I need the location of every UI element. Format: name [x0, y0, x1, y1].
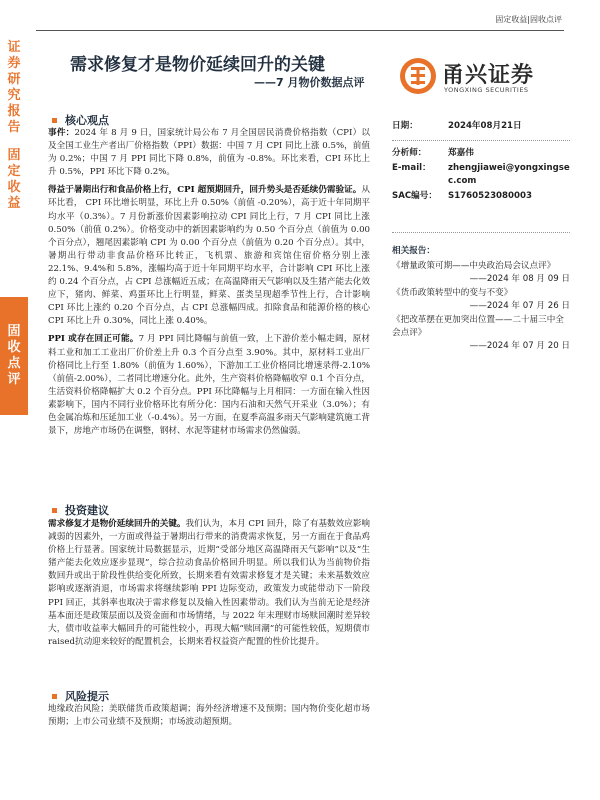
sidebar-label-category: 固定收益 [7, 148, 21, 211]
invest-body [48, 518, 370, 649]
risk-body [48, 703, 370, 729]
related-report-item[interactable]: 《增量政策可期——中央政治局会议点评》 ——2024 年 08 月 09 日 [392, 261, 570, 284]
paragraph: PPI 或存在回正可能。7 月 PPI 同比降幅与前值一致，上下游价差小幅走阔，原材料工业和加工工业出厂价价差上升 0.3 个百分点至 3.90%。其中，原材料工业出厂价格同比上行至 1.80%（前值为 1.60%），下游加工工业价格同比增速录得-2.10%（前值-2.00%），二者同比增速分化。此外，生产资料价格降幅收窄 0.1 个百分点，生活资料价格降幅扩大 0.2 个百分点。PPI 环比降幅与上月相同：一方面在输入性因素影响下，国内不同行业价格环比有所分化：国内石油和天然气开采业（3.0%）；有色金属冶炼和压延加工业（-0.4%）。另一方面，在夏季高温多雨天气影响建筑施工背景下，房地产市场仍在调整，钢材、水泥等建材市场需求仍然偏弱。 [48, 334, 371, 437]
info-email: E-mail： zhengjiawei@yongxingsec.com [392, 163, 570, 186]
page-title: 需求修复才是物价延续回升的关键 [70, 55, 325, 75]
section-heading-invest: 投资建议 [52, 502, 109, 518]
info-divider [392, 140, 570, 141]
paragraph: 地缘政治风险；美联储货币政策超调；海外经济增速不及预期；国内物价变化超市场预期；上市公司业绩不及预期；市场波动超预期。 [48, 704, 370, 728]
info-date: 日期： 2024年08月21日 [392, 121, 522, 131]
report-info [392, 120, 570, 203]
info-analyst: 分析师： 郑嘉伟 [392, 148, 474, 158]
company-logo [398, 56, 568, 104]
section-bullet-icon [52, 508, 57, 513]
page-subtitle: ——7 月物价数据点评 [254, 76, 365, 89]
related-report-item[interactable]: 《把改革摆在更加突出位置——二十届三中全会点评》 ——2024 年 07 月 20 日 [392, 315, 570, 351]
logo-mark-icon [398, 56, 438, 96]
section-bullet-icon [52, 118, 57, 123]
info-divider [392, 232, 570, 233]
header-divider [36, 30, 564, 31]
header-tag: 固定收益|固收点评 [495, 15, 562, 24]
info-sac: SAC编号： S1760523080003 [392, 191, 532, 201]
logo-text-cn: 甬兴证券 [442, 63, 535, 88]
paragraph: 需求修复才是物价延续回升的关键。我们认为，本月 CPI 回升，除了有基数效应影响减弱的因素外，一方面或得益于暑期出行带来的消费需求恢复，另一方面在于食品鸡价格上行显著。国家统计局数据显示，近期“受部分地区高温降雨天气影响”以及“生猪产能去化效应逐步显现”，综合拉动食品价格回升明显。所以我们认为当前物价指数回升或出于阶段性供给变化所致，长期来看有效需求修复才是关键；未来基数效应影响或逐渐消退，市场需求将继续影响 PPI 边际变动，政策发力或能带动下一阶段 PPI 回正，其斜率也取决于需求修复以及输入性因素带动。我们认为当前无论是经济基本面还是政策层面以及资金面和市场情绪，与 2022 年末理财市场赎回潮时差异较大，债市收益率大幅回升的可能性较小，再现大幅“赎回潮”的可能性较低，短期债市raised抗动迎来较好的配置机会，长期来看权益资产配置的性价比提升。 [48, 519, 371, 647]
section-bullet-icon [52, 694, 57, 699]
sidebar-tab [0, 297, 28, 415]
section-heading-risk: 风险提示 [52, 688, 109, 704]
related-reports [392, 245, 570, 354]
sidebar-labels [0, 40, 28, 240]
logo-text-en: YONGXING SECURITIES [444, 86, 529, 94]
sidebar-tab-label: 固收点评 [7, 324, 21, 387]
paragraph: 事件：2024 年 8 月 9 日，国家统计局公布 7 月全国居民消费价格指数（CPI）以及全国工业生产者出厂价格指数（PPI）数据：中国 7 月 CPI 同比上涨 0.5%，前值为 0.2%；中国 7 月 PPI 同比下降 0.8%，前值为 -0.8%。环比来看，CPI 环比上升 0.5%，PPI 环比下降 0.2%。 [48, 128, 370, 178]
sidebar-label-report: 证券研究报告 [7, 40, 21, 135]
related-report-item[interactable]: 《货币政策转型中的变与不变》 ——2024 年 07 月 26 日 [392, 288, 570, 311]
core-body [48, 127, 370, 438]
related-title: 相关报告： [392, 246, 435, 256]
paragraph: 得益于暑期出行和食品价格上行，CPI 超预期回升，回升势头是否延续仍需验证。从环比看， CPI 环比增长明显，环比上升 0.50%（前值 -0.20%），高于近十年同期平均水平（0.3%）。7 月份新涨价因素影响拉动 CPI 同比上行，7 月 CPI 同比上涨 0.50%（前值 0.2%）。价格变动中的新因素影响约为 0.50 个百分点（前值为 0.00 个百分点），翘尾因素影响 CPI 为 0.00 个百分点（前值为 0.20 个百分点）。其中，暑期出行带动非食品价格环比转正，飞机票、旅游和宾馆住宿价格分别上涨 22.1%、9.4%和 5.8%，涨幅均高于近十年同期平均水平，合计影响 CPI 环比上涨约 0.24 个百分点，占 CPI 总涨幅近五成；在高温降雨天气影响以及生猪产能去化效应下，猪肉、鲜菜、鸡蛋环比上行明显，鲜菜、蛋类呈现超季节性上行，合计影响 CPI 环比上涨约 0.20 个百分点，占 CPI 总涨幅四成。扣除食品和能源价格的核心 CPI 环比上升 0.30%，同比上涨 0.40%。 [48, 185, 370, 327]
section-heading-core: 核心观点 [52, 112, 109, 128]
